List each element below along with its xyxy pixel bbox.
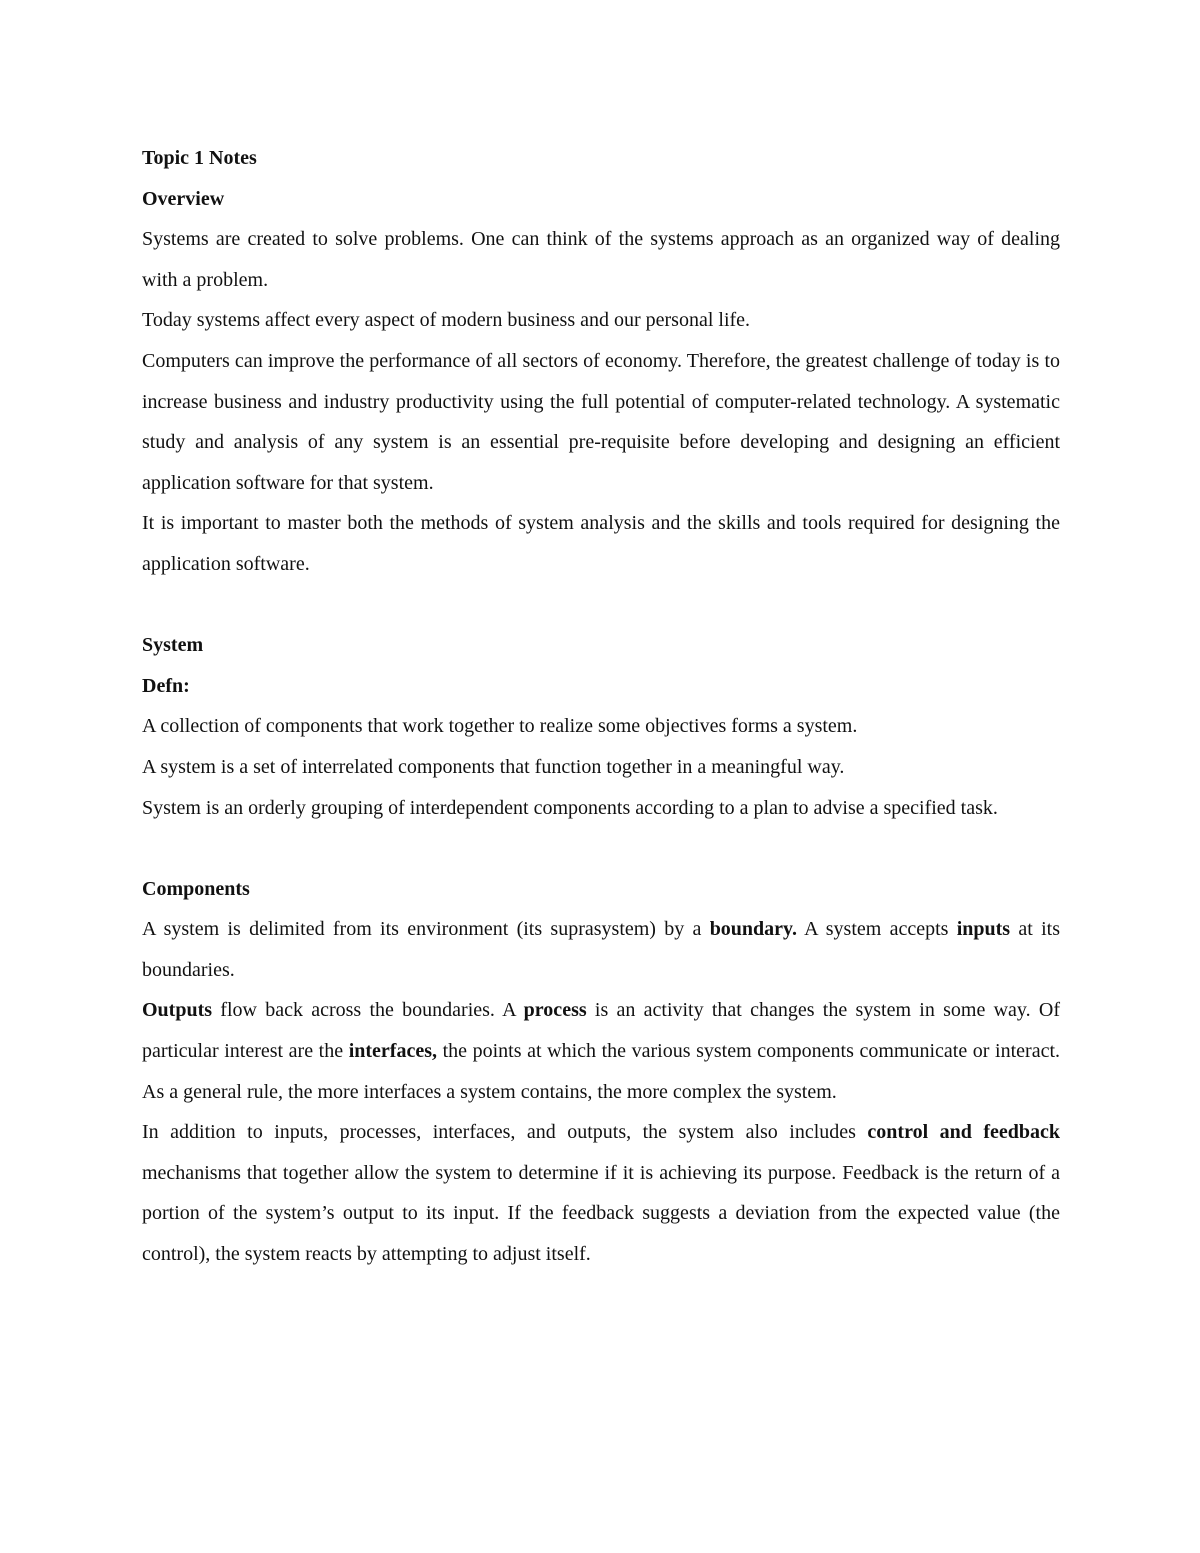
bold-term-boundary: boundary. bbox=[709, 918, 797, 941]
bold-term-process: process bbox=[523, 999, 587, 1022]
overview-paragraph-4: It is important to master both the methods of system analysis and the skills and tools required for designing the application software. bbox=[142, 512, 1060, 575]
overview-paragraph-2: Today systems affect every aspect of modern business and our personal life. bbox=[142, 309, 751, 332]
components-paragraph-2 bbox=[142, 990, 1060, 1112]
document-body bbox=[142, 138, 1060, 1275]
text-run: mechanisms that together allow the system to determine if it is achieving its purpose. Feedback is the return of a portion of the system’s output to its input. If the feedback suggests a deviation from the expected value (the control), the system reacts by attempting to adjust itself. bbox=[142, 1161, 1060, 1266]
system-paragraph-1: A collection of components that work together to realize some objectives forms a system. bbox=[142, 715, 858, 738]
text-run: A system is delimited from its environment (its suprasystem) by a bbox=[142, 918, 710, 941]
text-run: at its boundaries. bbox=[142, 918, 1060, 981]
text-run: is an activity that changes the system in some way. Of particular interest are the bbox=[142, 999, 1060, 1063]
components-paragraph-3 bbox=[142, 1112, 1060, 1274]
text-run: the points at which the various system components communicate or interact. As a general rule, the more interfaces a system contains, the more complex the system. bbox=[142, 1040, 1060, 1103]
bold-term-interfaces: interfaces, bbox=[348, 1040, 437, 1063]
components-paragraph-1 bbox=[142, 909, 1060, 990]
system-paragraph-2: A system is a set of interrelated components that function together in a meaningful way. bbox=[142, 755, 845, 778]
bold-term-outputs: Outputs bbox=[142, 999, 213, 1022]
bold-term-control-feedback: control and feedback bbox=[867, 1121, 1061, 1144]
overview-paragraph-1: Systems are created to solve problems. One can think of the systems approach as an organized way of dealing with a problem. bbox=[142, 228, 1060, 291]
components-heading: Components bbox=[142, 877, 250, 900]
system-subheading: Defn: bbox=[142, 674, 190, 697]
system-heading: System bbox=[142, 634, 204, 657]
overview-paragraph-3: Computers can improve the performance of all sectors of economy. Therefore, the greatest challenge of today is to increase business and industry productivity using the full potential of computer-related technology. A systematic study and analysis of any system is an essential pre-requisite before developing and designing an efficient application software for that system. bbox=[142, 349, 1060, 494]
document-title: Topic 1 Notes bbox=[142, 147, 257, 169]
text-run: A system accepts bbox=[796, 918, 957, 941]
section-spacer bbox=[142, 585, 1060, 626]
section-spacer bbox=[142, 828, 1060, 869]
bold-term-inputs: inputs bbox=[956, 918, 1011, 941]
text-run: flow back across the boundaries. A bbox=[212, 999, 524, 1022]
overview-heading: Overview bbox=[142, 187, 225, 210]
system-paragraph-3: System is an orderly grouping of interdependent components according to a plan to advise a specified task. bbox=[142, 796, 998, 819]
text-run: In addition to inputs, processes, interfaces, and outputs, the system also includes bbox=[142, 1121, 868, 1144]
